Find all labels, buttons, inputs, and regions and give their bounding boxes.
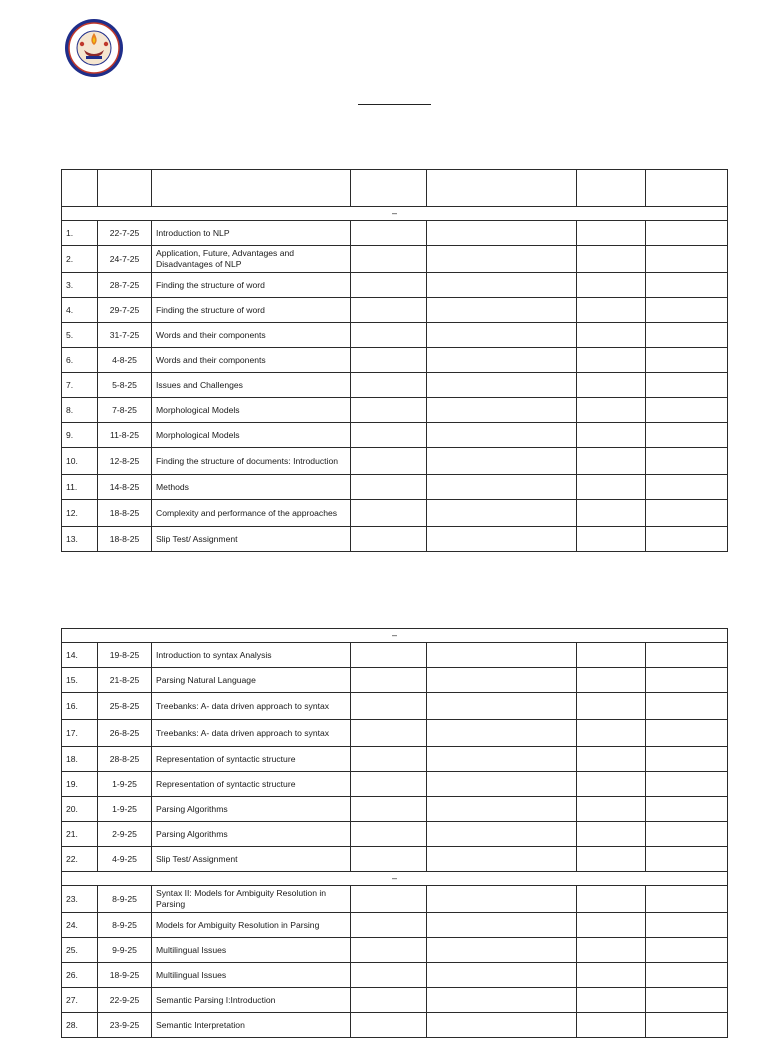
- table-row: [62, 938, 728, 963]
- row-number: 23.: [62, 886, 98, 913]
- empty-cell: [577, 373, 646, 398]
- empty-cell: [577, 847, 646, 872]
- row-number: 19.: [62, 772, 98, 797]
- row-date: 29-7-25: [98, 298, 152, 323]
- empty-cell: [577, 298, 646, 323]
- empty-cell: [351, 822, 427, 847]
- empty-cell: [646, 298, 728, 323]
- row-number: 10.: [62, 448, 98, 475]
- table-row: [62, 720, 728, 747]
- empty-cell: [646, 772, 728, 797]
- row-topic: Parsing Algorithms: [152, 797, 351, 822]
- row-topic: Multilingual Issues: [152, 938, 351, 963]
- table-header-row: [62, 170, 728, 207]
- row-date: 4-9-25: [98, 847, 152, 872]
- table-row: [62, 693, 728, 720]
- row-number: 9.: [62, 423, 98, 448]
- empty-cell: [427, 668, 577, 693]
- empty-cell: [427, 643, 577, 668]
- empty-cell: [427, 298, 577, 323]
- row-topic: Introduction to NLP: [152, 221, 351, 246]
- column-header: [351, 170, 427, 207]
- row-date: 2-9-25: [98, 822, 152, 847]
- row-date: 8-9-25: [98, 886, 152, 913]
- empty-cell: [646, 720, 728, 747]
- table-row: [62, 527, 728, 552]
- row-topic: Parsing Natural Language: [152, 668, 351, 693]
- row-number: 6.: [62, 348, 98, 373]
- row-date: 22-9-25: [98, 988, 152, 1013]
- empty-cell: [577, 988, 646, 1013]
- empty-cell: [351, 423, 427, 448]
- row-number: 2.: [62, 246, 98, 273]
- empty-cell: [427, 886, 577, 913]
- empty-cell: [646, 448, 728, 475]
- empty-cell: [646, 668, 728, 693]
- table-row: [62, 643, 728, 668]
- row-topic: Slip Test/ Assignment: [152, 847, 351, 872]
- empty-cell: [577, 913, 646, 938]
- table-row: [62, 747, 728, 772]
- empty-cell: [427, 475, 577, 500]
- empty-cell: [351, 988, 427, 1013]
- empty-cell: [427, 772, 577, 797]
- empty-cell: [351, 323, 427, 348]
- table-row: [62, 822, 728, 847]
- row-topic: Syntax II: Models for Ambiguity Resolution in Parsing: [152, 886, 351, 913]
- row-date: 28-8-25: [98, 747, 152, 772]
- row-number: 14.: [62, 643, 98, 668]
- table-row: [62, 475, 728, 500]
- page-title-underline: [358, 104, 431, 105]
- table-row: [62, 963, 728, 988]
- empty-cell: [351, 963, 427, 988]
- empty-cell: [646, 273, 728, 298]
- row-number: 15.: [62, 668, 98, 693]
- empty-cell: [427, 348, 577, 373]
- empty-cell: [577, 273, 646, 298]
- row-date: 26-8-25: [98, 720, 152, 747]
- row-topic: Finding the structure of word: [152, 273, 351, 298]
- empty-cell: [646, 221, 728, 246]
- row-date: 1-9-25: [98, 772, 152, 797]
- row-date: 22-7-25: [98, 221, 152, 246]
- row-date: 7-8-25: [98, 398, 152, 423]
- empty-cell: [427, 938, 577, 963]
- lesson-plan-table-unit-2-3: [61, 628, 728, 1038]
- empty-cell: [427, 398, 577, 423]
- empty-cell: [577, 500, 646, 527]
- empty-cell: [351, 348, 427, 373]
- row-topic: Application, Future, Advantages and Disadvantages of NLP: [152, 246, 351, 273]
- empty-cell: [427, 323, 577, 348]
- empty-cell: [577, 772, 646, 797]
- row-date: 14-8-25: [98, 475, 152, 500]
- row-topic: Morphological Models: [152, 423, 351, 448]
- row-number: 25.: [62, 938, 98, 963]
- empty-cell: [351, 221, 427, 246]
- row-date: 21-8-25: [98, 668, 152, 693]
- row-date: 12-8-25: [98, 448, 152, 475]
- empty-cell: [427, 221, 577, 246]
- empty-cell: [646, 693, 728, 720]
- row-topic: Complexity and performance of the approaches: [152, 500, 351, 527]
- empty-cell: [427, 822, 577, 847]
- empty-cell: [427, 500, 577, 527]
- empty-cell: [646, 822, 728, 847]
- row-number: 8.: [62, 398, 98, 423]
- empty-cell: [427, 373, 577, 398]
- row-number: 1.: [62, 221, 98, 246]
- empty-cell: [577, 448, 646, 475]
- row-date: 8-9-25: [98, 913, 152, 938]
- column-header: [577, 170, 646, 207]
- table-row: [62, 246, 728, 273]
- empty-cell: [351, 475, 427, 500]
- empty-cell: [351, 772, 427, 797]
- row-number: 22.: [62, 847, 98, 872]
- table-row: [62, 373, 728, 398]
- row-topic: Treebanks: A- data driven approach to syntax: [152, 720, 351, 747]
- empty-cell: [351, 668, 427, 693]
- empty-cell: [646, 886, 728, 913]
- empty-cell: [351, 720, 427, 747]
- table-row: [62, 323, 728, 348]
- row-number: 20.: [62, 797, 98, 822]
- row-number: 4.: [62, 298, 98, 323]
- table-row: [62, 772, 728, 797]
- empty-cell: [646, 348, 728, 373]
- table-row: [62, 913, 728, 938]
- unit-heading: –: [62, 872, 728, 886]
- row-number: 5.: [62, 323, 98, 348]
- table-row: [62, 348, 728, 373]
- empty-cell: [577, 527, 646, 552]
- empty-cell: [577, 643, 646, 668]
- table-row: [62, 423, 728, 448]
- empty-cell: [351, 448, 427, 475]
- empty-cell: [427, 747, 577, 772]
- unit-heading: –: [62, 207, 728, 221]
- empty-cell: [577, 221, 646, 246]
- row-date: 5-8-25: [98, 373, 152, 398]
- row-number: 21.: [62, 822, 98, 847]
- row-number: 26.: [62, 963, 98, 988]
- row-date: 18-8-25: [98, 527, 152, 552]
- empty-cell: [646, 246, 728, 273]
- empty-cell: [646, 475, 728, 500]
- empty-cell: [577, 693, 646, 720]
- empty-cell: [646, 938, 728, 963]
- row-date: 19-8-25: [98, 643, 152, 668]
- empty-cell: [646, 988, 728, 1013]
- empty-cell: [577, 1013, 646, 1038]
- row-number: 24.: [62, 913, 98, 938]
- empty-cell: [427, 693, 577, 720]
- row-date: 18-8-25: [98, 500, 152, 527]
- row-date: 4-8-25: [98, 348, 152, 373]
- table-row: [62, 847, 728, 872]
- empty-cell: [577, 822, 646, 847]
- row-date: 24-7-25: [98, 246, 152, 273]
- table-row: [62, 886, 728, 913]
- column-header: [427, 170, 577, 207]
- row-topic: Words and their components: [152, 348, 351, 373]
- column-header: [152, 170, 351, 207]
- empty-cell: [646, 527, 728, 552]
- row-date: 23-9-25: [98, 1013, 152, 1038]
- empty-cell: [427, 913, 577, 938]
- empty-cell: [351, 373, 427, 398]
- table-row: [62, 500, 728, 527]
- unit-heading-row: [62, 629, 728, 643]
- unit-heading-row: [62, 207, 728, 221]
- empty-cell: [351, 913, 427, 938]
- empty-cell: [577, 797, 646, 822]
- empty-cell: [427, 273, 577, 298]
- row-topic: Parsing Algorithms: [152, 822, 351, 847]
- empty-cell: [577, 423, 646, 448]
- row-number: 16.: [62, 693, 98, 720]
- empty-cell: [427, 797, 577, 822]
- empty-cell: [577, 938, 646, 963]
- table-row: [62, 448, 728, 475]
- row-topic: Finding the structure of documents: Introduction: [152, 448, 351, 475]
- row-date: 18-9-25: [98, 963, 152, 988]
- table-row: [62, 1013, 728, 1038]
- empty-cell: [427, 448, 577, 475]
- row-topic: Models for Ambiguity Resolution in Parsing: [152, 913, 351, 938]
- column-header: [646, 170, 728, 207]
- row-number: 11.: [62, 475, 98, 500]
- empty-cell: [577, 747, 646, 772]
- row-topic: Issues and Challenges: [152, 373, 351, 398]
- row-topic: Words and their components: [152, 323, 351, 348]
- empty-cell: [646, 913, 728, 938]
- empty-cell: [427, 527, 577, 552]
- empty-cell: [646, 398, 728, 423]
- row-date: 28-7-25: [98, 273, 152, 298]
- row-number: 28.: [62, 1013, 98, 1038]
- row-topic: Treebanks: A- data driven approach to syntax: [152, 693, 351, 720]
- empty-cell: [646, 423, 728, 448]
- institute-logo: [62, 18, 126, 78]
- column-header: [62, 170, 98, 207]
- empty-cell: [351, 938, 427, 963]
- empty-cell: [427, 963, 577, 988]
- empty-cell: [351, 797, 427, 822]
- row-number: 3.: [62, 273, 98, 298]
- table-row: [62, 398, 728, 423]
- row-date: 31-7-25: [98, 323, 152, 348]
- row-date: 9-9-25: [98, 938, 152, 963]
- empty-cell: [646, 500, 728, 527]
- empty-cell: [427, 720, 577, 747]
- row-number: 13.: [62, 527, 98, 552]
- empty-cell: [351, 398, 427, 423]
- empty-cell: [646, 323, 728, 348]
- empty-cell: [577, 348, 646, 373]
- empty-cell: [351, 527, 427, 552]
- empty-cell: [646, 373, 728, 398]
- empty-cell: [427, 988, 577, 1013]
- empty-cell: [351, 643, 427, 668]
- empty-cell: [351, 298, 427, 323]
- row-topic: Finding the structure of word: [152, 298, 351, 323]
- table-row: [62, 988, 728, 1013]
- empty-cell: [577, 246, 646, 273]
- empty-cell: [427, 246, 577, 273]
- empty-cell: [646, 797, 728, 822]
- table-row: [62, 668, 728, 693]
- row-topic: Representation of syntactic structure: [152, 772, 351, 797]
- empty-cell: [427, 1013, 577, 1038]
- unit-heading: –: [62, 629, 728, 643]
- row-number: 17.: [62, 720, 98, 747]
- row-topic: Semantic Parsing I:Introduction: [152, 988, 351, 1013]
- empty-cell: [577, 323, 646, 348]
- empty-cell: [351, 1013, 427, 1038]
- empty-cell: [577, 886, 646, 913]
- empty-cell: [351, 246, 427, 273]
- row-number: 7.: [62, 373, 98, 398]
- table-row: [62, 797, 728, 822]
- row-topic: Slip Test/ Assignment: [152, 527, 351, 552]
- row-date: 25-8-25: [98, 693, 152, 720]
- empty-cell: [646, 643, 728, 668]
- unit-heading-row: [62, 872, 728, 886]
- empty-cell: [427, 423, 577, 448]
- empty-cell: [577, 720, 646, 747]
- row-date: 11-8-25: [98, 423, 152, 448]
- row-number: 27.: [62, 988, 98, 1013]
- row-topic: Introduction to syntax Analysis: [152, 643, 351, 668]
- row-topic: Morphological Models: [152, 398, 351, 423]
- empty-cell: [646, 963, 728, 988]
- empty-cell: [577, 475, 646, 500]
- row-date: 1-9-25: [98, 797, 152, 822]
- empty-cell: [646, 847, 728, 872]
- column-header: [98, 170, 152, 207]
- empty-cell: [427, 847, 577, 872]
- empty-cell: [351, 886, 427, 913]
- row-number: 18.: [62, 747, 98, 772]
- empty-cell: [577, 398, 646, 423]
- table-row: [62, 298, 728, 323]
- lesson-plan-table-unit-1: [61, 169, 728, 552]
- row-number: 12.: [62, 500, 98, 527]
- row-topic: Semantic Interpretation: [152, 1013, 351, 1038]
- table-row: [62, 273, 728, 298]
- empty-cell: [351, 273, 427, 298]
- empty-cell: [646, 1013, 728, 1038]
- empty-cell: [351, 847, 427, 872]
- row-topic: Multilingual Issues: [152, 963, 351, 988]
- row-topic: Methods: [152, 475, 351, 500]
- empty-cell: [351, 693, 427, 720]
- table-row: [62, 221, 728, 246]
- empty-cell: [351, 747, 427, 772]
- empty-cell: [646, 747, 728, 772]
- empty-cell: [351, 500, 427, 527]
- row-topic: Representation of syntactic structure: [152, 747, 351, 772]
- empty-cell: [577, 668, 646, 693]
- empty-cell: [577, 963, 646, 988]
